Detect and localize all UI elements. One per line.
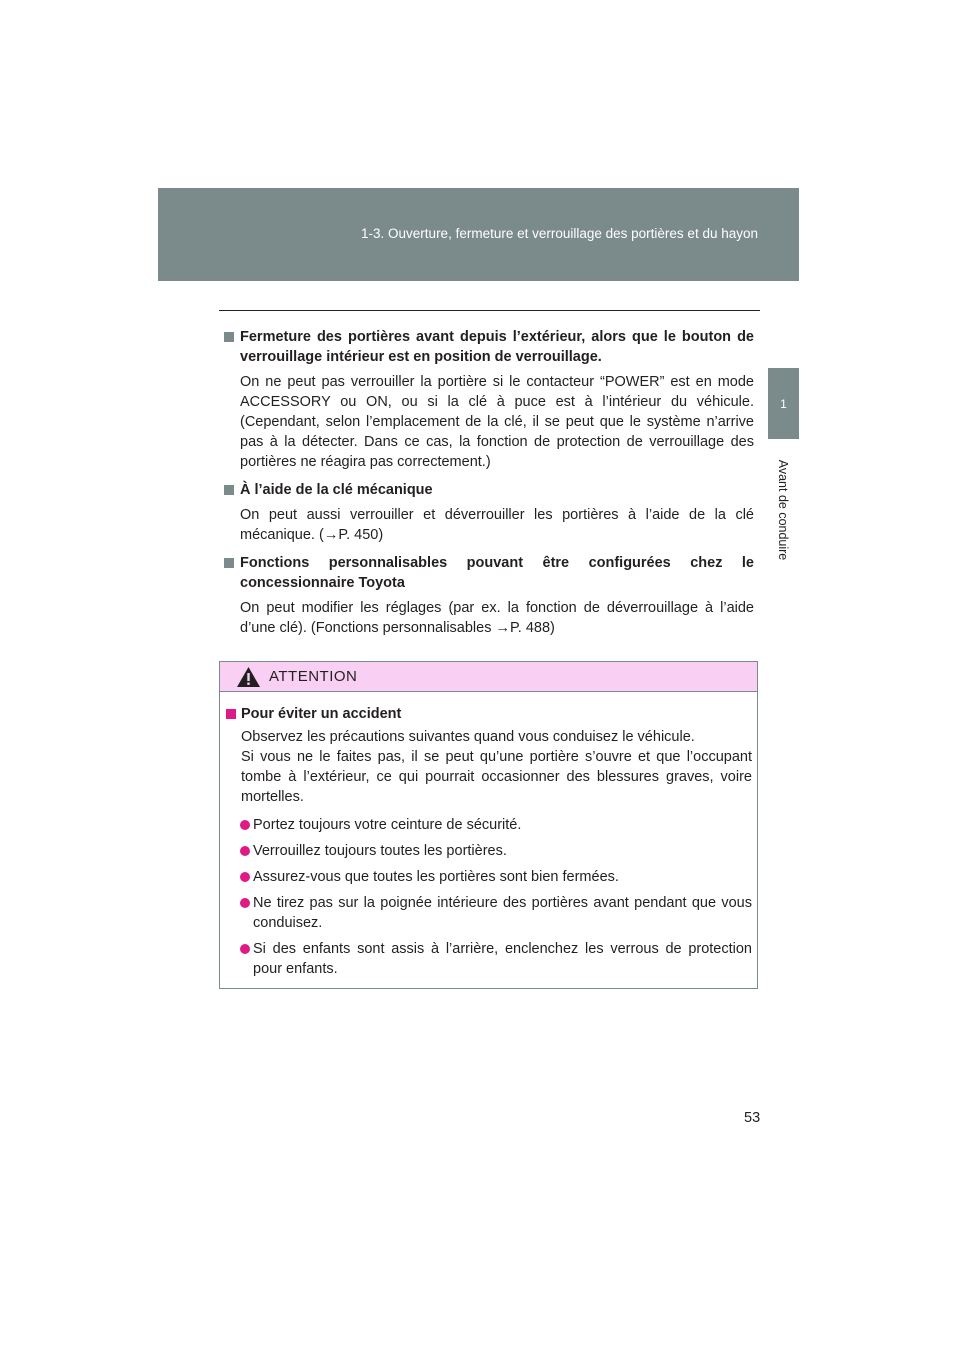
- section-heading-text: Fermeture des portières avant depuis l’extérieur, alors que le bouton de verrouillage intérieur est en position de verrouillage.: [240, 329, 754, 365]
- chapter-tab: [768, 368, 799, 439]
- section-heading: [222, 327, 754, 367]
- section-mechanical-key: [222, 480, 754, 545]
- section-door-lock-protection: [222, 327, 754, 472]
- warning-intro-line: Observez les précautions suivantes quand vous conduisez le véhicule.: [241, 729, 695, 745]
- warning-bullet-item: [225, 939, 752, 979]
- square-bullet-icon: [226, 709, 236, 719]
- warning-box: [219, 661, 758, 989]
- round-bullet-icon: [240, 944, 250, 954]
- section-customizable-features: [222, 553, 754, 638]
- warning-bullet-text: Assurez-vous que toutes les portières sont bien fermées.: [253, 869, 619, 885]
- square-bullet-icon: [224, 332, 234, 342]
- main-content: [222, 327, 754, 646]
- round-bullet-icon: [240, 898, 250, 908]
- warning-bullet-text: Portez toujours votre ceinture de sécurité.: [253, 817, 522, 833]
- warning-bullet-text: Ne tirez pas sur la poignée intérieure des portières avant pendant que vous conduisez.: [253, 895, 752, 931]
- warning-bullet-item: [225, 893, 752, 933]
- square-bullet-icon: [224, 485, 234, 495]
- section-heading-text: Fonctions personnalisables pouvant être configurées chez le concessionnaire Toyota: [240, 555, 754, 591]
- round-bullet-icon: [240, 846, 250, 856]
- section-body: On ne peut pas verrouiller la portière si le contacteur “POWER” est en mode ACCESSORY ou ON, ou si la clé à puce est à l’intérieur du véhicule. (Cependant, selon l’emplacement de la clé, il se peut que le système n’arrive pas à la détecter. Dans ce cas, la fonction de protection de verrouillage des portières ne réagira pas correctement.): [240, 374, 754, 470]
- round-bullet-icon: [240, 872, 250, 882]
- chapter-title: 1-3. Ouverture, fermeture et verrouillage des portières et du hayon: [361, 226, 758, 241]
- warning-intro: [225, 727, 752, 807]
- section-heading-text: À l’aide de la clé mécanique: [240, 482, 433, 498]
- chapter-header-band: [158, 188, 799, 281]
- warning-intro-line: Si vous ne le faites pas, il se peut qu’une portière s’ouvre et que l’occupant tombe à l’extérieur, ce qui pourrait occasionner des blessures graves, voire mortelles.: [241, 749, 752, 805]
- chapter-tab-number: 1: [780, 396, 787, 411]
- warning-subheading: [225, 704, 752, 724]
- section-heading: [222, 553, 754, 593]
- chapter-side-label: Avant de conduire: [776, 459, 790, 561]
- section-body: On peut modifier les réglages (par ex. la fonction de déverrouillage à l’aide d’une clé). (Fonctions personnalisables →P. 488): [240, 600, 754, 636]
- warning-title: ATTENTION: [269, 668, 358, 685]
- section-body: On peut aussi verrouiller et déverrouiller les portières à l’aide de la clé mécanique. (→P. 450): [240, 507, 754, 543]
- top-divider: [219, 310, 760, 311]
- round-bullet-icon: [240, 820, 250, 830]
- warning-bullet-text: Verrouillez toujours toutes les portières.: [253, 843, 507, 859]
- section-heading: [222, 480, 754, 500]
- warning-body: [220, 692, 757, 979]
- page-number: 53: [744, 1110, 761, 1126]
- warning-bullet-text: Si des enfants sont assis à l’arrière, enclenchez les verrous de protection pour enfants.: [253, 941, 752, 977]
- warning-header: [220, 662, 757, 692]
- square-bullet-icon: [224, 558, 234, 568]
- warning-bullet-item: [225, 841, 752, 861]
- warning-bullet-item: [225, 815, 752, 835]
- warning-subheading-text: Pour éviter un accident: [241, 706, 402, 722]
- warning-triangle-icon: [236, 666, 261, 688]
- warning-bullet-item: [225, 867, 752, 887]
